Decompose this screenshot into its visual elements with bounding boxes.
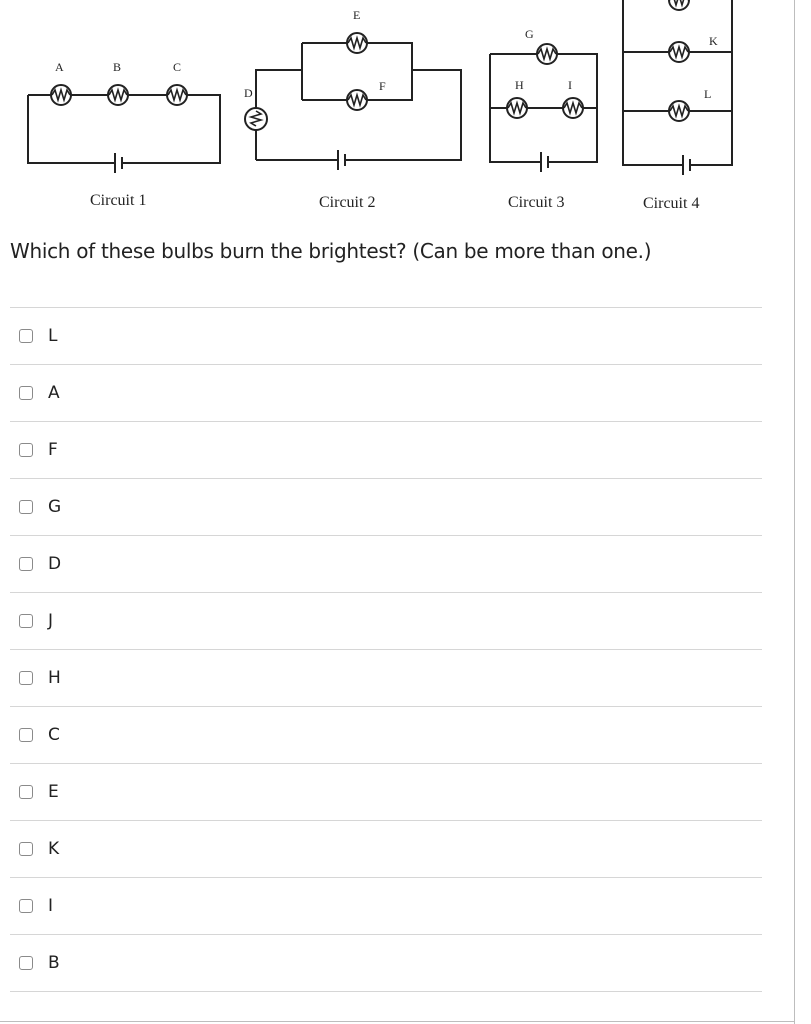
bulb-j — [669, 0, 689, 10]
checkbox-icon[interactable] — [19, 329, 33, 343]
answer-option-g[interactable] — [10, 479, 762, 536]
bulb-h — [507, 98, 527, 118]
option-label: J — [48, 611, 54, 631]
bulb-label-i: I — [568, 78, 572, 92]
bulb-label-l: L — [704, 87, 712, 101]
bulb-e — [347, 33, 367, 53]
answer-option-h[interactable] — [10, 650, 762, 707]
circuit-4-label: Circuit 4 — [643, 195, 700, 212]
bulb-f — [347, 90, 367, 110]
option-label: K — [48, 839, 60, 859]
bulb-label-h: H — [515, 78, 524, 92]
bulb-c — [167, 85, 187, 105]
circuit-2 — [244, 8, 461, 211]
checkbox-icon[interactable] — [19, 899, 33, 913]
bulb-a — [51, 85, 71, 105]
bulb-d — [245, 108, 267, 130]
option-label: H — [48, 668, 61, 688]
checkbox-icon[interactable] — [19, 785, 33, 799]
checkbox-icon[interactable] — [19, 386, 33, 400]
checkbox-icon[interactable] — [19, 728, 33, 742]
frame-border-bottom — [0, 1021, 795, 1022]
bulb-l — [669, 101, 689, 121]
circuit-4 — [623, 0, 732, 212]
circuit-4-wires — [623, 0, 732, 175]
circuit-diagram — [0, 0, 790, 220]
answer-option-a[interactable] — [10, 365, 762, 422]
bulb-i — [563, 98, 583, 118]
bulb-label-d: D — [244, 86, 253, 100]
option-label: A — [48, 383, 60, 403]
bulb-label-a: A — [55, 60, 64, 74]
bulb-label-g: G — [525, 27, 534, 41]
bulb-k — [669, 42, 689, 62]
answer-option-f[interactable] — [10, 422, 762, 479]
option-label: E — [48, 782, 59, 802]
bulb-label-e: E — [353, 8, 361, 22]
circuit-3-label: Circuit 3 — [508, 194, 565, 211]
checkbox-icon[interactable] — [19, 614, 33, 628]
frame-border-right — [794, 0, 795, 1024]
checkbox-icon[interactable] — [19, 956, 33, 970]
bulb-label-c: C — [173, 60, 182, 74]
answer-option-c[interactable] — [10, 707, 762, 764]
option-label: D — [48, 554, 62, 574]
answer-option-j[interactable] — [10, 593, 762, 650]
circuit-1 — [28, 60, 220, 209]
option-label: I — [48, 896, 54, 916]
option-label: G — [48, 497, 62, 517]
answer-option-k[interactable] — [10, 821, 762, 878]
bulb-g — [537, 44, 557, 64]
question-text: Which of these bulbs burn the brightest? (Can be more than one.) — [10, 239, 652, 263]
checkbox-icon[interactable] — [19, 443, 33, 457]
answer-option-l[interactable] — [10, 308, 762, 365]
answer-options — [10, 307, 762, 992]
circuit-3 — [490, 27, 597, 211]
checkbox-icon[interactable] — [19, 671, 33, 685]
option-label: C — [48, 725, 60, 745]
answer-option-d[interactable] — [10, 536, 762, 593]
checkbox-icon[interactable] — [19, 557, 33, 571]
option-label: F — [48, 440, 58, 460]
option-label: L — [48, 326, 58, 346]
answer-option-e[interactable] — [10, 764, 762, 821]
circuit-1-wires — [28, 95, 220, 173]
bulb-b — [108, 85, 128, 105]
circuit-1-label: Circuit 1 — [90, 192, 147, 209]
bulb-label-b: B — [113, 60, 122, 74]
option-label: B — [48, 953, 60, 973]
circuit-2-label: Circuit 2 — [319, 194, 376, 211]
answer-option-b[interactable] — [10, 935, 762, 992]
bulb-label-f: F — [379, 79, 386, 93]
bulb-label-k: K — [709, 34, 718, 48]
checkbox-icon[interactable] — [19, 500, 33, 514]
answer-option-i[interactable] — [10, 878, 762, 935]
checkbox-icon[interactable] — [19, 842, 33, 856]
